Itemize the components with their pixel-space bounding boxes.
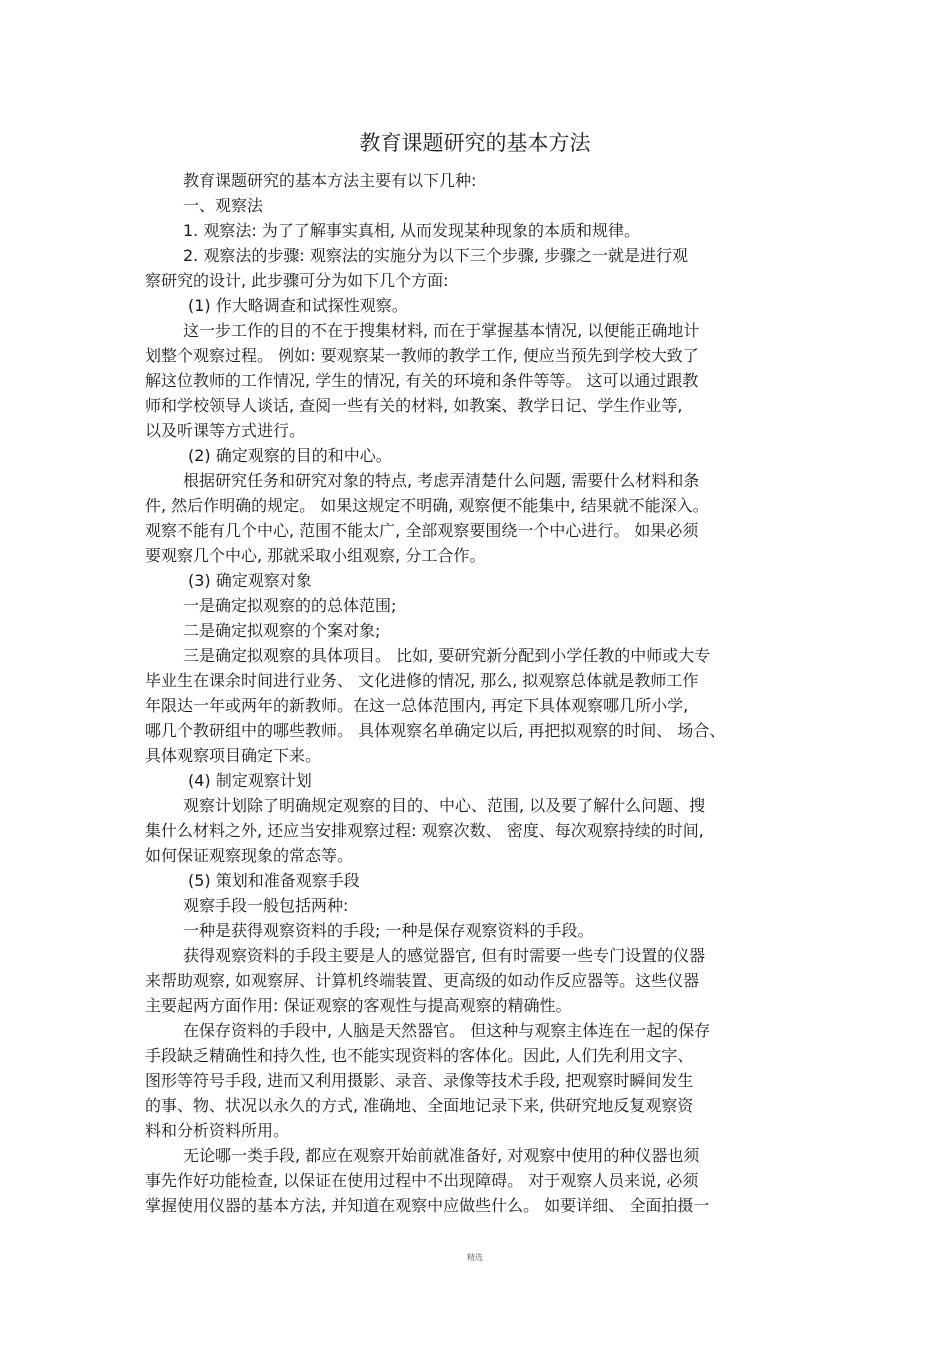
subsection-heading: (3) 确定观察对象 xyxy=(188,571,312,590)
paragraph-line: 教育课题研究的基本方法主要有以下几种: xyxy=(183,171,477,190)
paragraph-line: 在保存资料的手段中, 人脑是天然器官。 但这种与观察主体连在一起的保存 xyxy=(183,1021,711,1040)
paragraph-line: 具体观察项目确定下来。 xyxy=(145,746,322,765)
paragraph-line: 三是确定拟观察的具体项目。 比如, 要研究新分配到小学任教的中师或大专 xyxy=(183,646,711,665)
paragraph-line: 要观察几个中心, 那就采取小组观察, 分工合作。 xyxy=(145,546,486,565)
paragraph-line: 手段缺乏精确性和持久性, 也不能实现资料的客体化。因此, 人们先利用文字、 xyxy=(145,1046,694,1065)
paragraph-line: 图形等符号手段, 进而又利用摄影、录音、录像等技术手段, 把观察时瞬间发生 xyxy=(145,1071,694,1090)
subsection-heading: (5) 策划和准备观察手段 xyxy=(188,871,360,890)
paragraph-line: 根据研究任务和研究对象的特点, 考虑弄清楚什么问题, 需要什么材料和条 xyxy=(183,471,700,490)
paragraph-line: 一是确定拟观察的的总体范围; xyxy=(183,596,397,615)
paragraph-line: 察研究的设计, 此步骤可分为如下几个方面: xyxy=(145,271,449,290)
paragraph-line: 观察计划除了明确规定观察的目的、中心、范围, 以及要了解什么问题、搜 xyxy=(183,796,706,815)
paragraph-line: 毕业生在课余时间进行业务、 文化进修的情况, 那么, 拟观察总体就是教师工作 xyxy=(145,671,699,690)
page-footer: 精选 xyxy=(467,1253,483,1262)
paragraph-line: 一种是获得观察资料的手段; 一种是保存观察资料的手段。 xyxy=(183,921,594,940)
subsection-heading: (2) 确定观察的目的和中心。 xyxy=(188,446,392,465)
paragraph-line: 这一步工作的目的不在于搜集材料, 而在于掌握基本情况, 以便能正确地计 xyxy=(183,321,700,340)
paragraph-line: 料和分析资料所用。 xyxy=(145,1121,290,1140)
subsection-heading: (4) 制定观察计划 xyxy=(188,771,312,790)
paragraph-line: 师和学校领导人谈话, 查阅一些有关的材料, 如教案、教学日记、学生作业等, xyxy=(145,396,683,415)
paragraph-line: 以及听课等方式进行。 xyxy=(145,421,306,440)
paragraph-line: 集什么材料之外, 还应当安排观察过程: 观察次数、 密度、每次观察持续的时间, xyxy=(145,821,704,840)
paragraph-line: 事先作好功能检查, 以保证在使用过程中不出现障碍。 对于观察人员来说, 必须 xyxy=(145,1171,699,1190)
paragraph-line: 2. 观察法的步骤: 观察法的实施分为以下三个步骤, 步骤之一就是进行观 xyxy=(183,246,689,265)
paragraph-line: 观察不能有几个中心, 范围不能太广, 全部观察要围绕一个中心进行。 如果必须 xyxy=(145,521,699,540)
paragraph-line: 主要起两方面作用: 保证观察的客观性与提高观察的精确性。 xyxy=(145,996,572,1015)
paragraph-line: 的事、物、状况以永久的方式, 准确地、全面地记录下来, 供研究地反复观察资 xyxy=(145,1096,694,1115)
paragraph-line: 获得观察资料的手段主要是人的感觉器官, 但有时需要一些专门设置的仪器 xyxy=(183,946,706,965)
paragraph-line: 观察手段一般包括两种: xyxy=(183,896,349,915)
paragraph-line: 件, 然后作明确的规定。 如果这规定不明确, 观察便不能集中, 结果就不能深入。 xyxy=(145,496,709,515)
paragraph-line: 哪几个教研组中的哪些教师。 具体观察名单确定以后, 再把拟观察的时间、 场合、 xyxy=(145,721,726,740)
paragraph-line: 年限达一年或两年的新教师。在这一总体范围内, 再定下具体观察哪几所小学, xyxy=(145,696,689,715)
section-heading: 一、观察法 xyxy=(183,196,264,215)
document-title: 教育课题研究的基本方法 xyxy=(359,131,591,155)
paragraph-line: 无论哪一类手段, 都应在观察开始前就准备好, 对观察中使用的种仪器也须 xyxy=(183,1146,700,1165)
paragraph-line: 划整个观察过程。 例如: 要观察某一教师的教学工作, 便应当预先到学校大致了 xyxy=(145,346,699,365)
paragraph-line: 1. 观察法: 为了了解事实真相, 从而发现某种现象的本质和规律。 xyxy=(183,221,641,240)
paragraph-line: 如何保证观察现象的常态等。 xyxy=(145,846,354,865)
paragraph-line: 来帮助观察, 如观察屏、计算机终端装置、更高级的如动作反应器等。这些仪器 xyxy=(145,971,700,990)
subsection-heading: (1) 作大略调查和试探性观察。 xyxy=(188,296,408,315)
paragraph-line: 二是确定拟观察的个案对象; xyxy=(183,621,381,640)
paragraph-line: 解这位教师的工作情况, 学生的情况, 有关的环境和条件等等。 这可以通过跟教 xyxy=(145,371,699,390)
paragraph-line: 掌握使用仪器的基本方法, 并知道在观察中应做些什么。 如要详细、 全面拍摄一 xyxy=(145,1196,710,1215)
